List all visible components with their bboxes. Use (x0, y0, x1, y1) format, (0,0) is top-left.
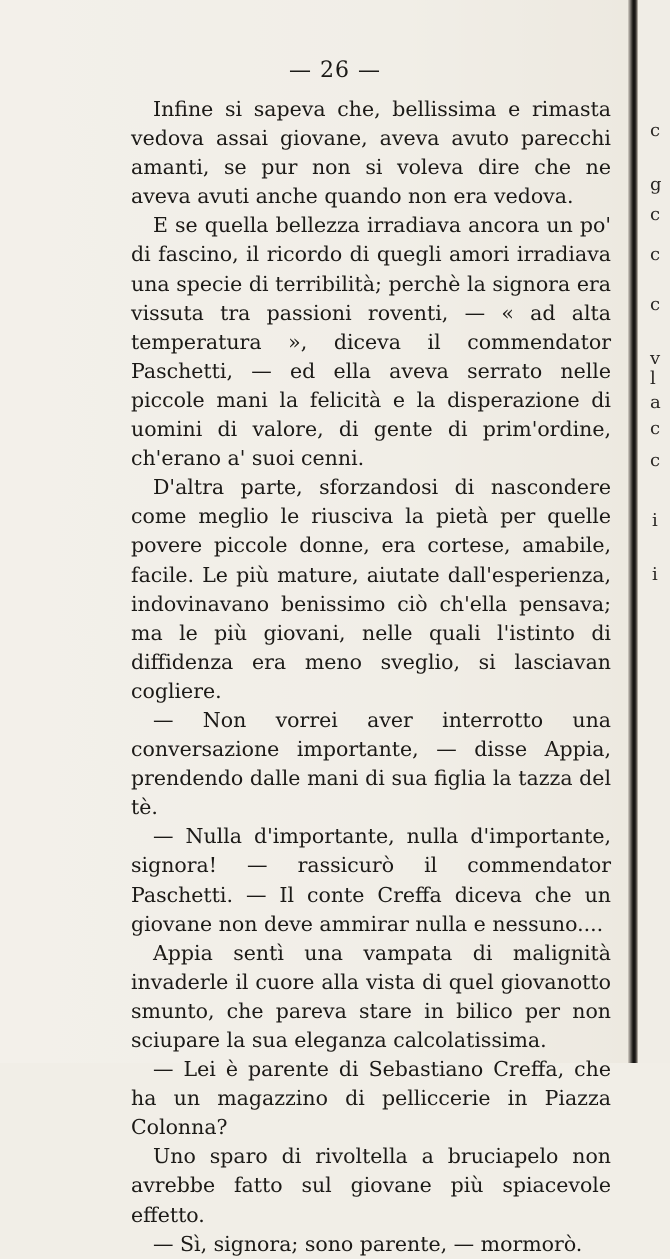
facing-page-fragment: g (650, 174, 662, 195)
paragraph-8: Uno sparo di rivoltella a bruciapelo non avrebbe fatto sul giovane più spiacevole effetto. (131, 1144, 611, 1227)
facing-page-fragment: c (650, 450, 661, 471)
paragraph-5: — Nulla d'importante, nulla d'importante, signora! — rassicurò il commendator Paschetti. — Il conte Creffa diceva che un giovane non deve ammirar nulla e nessuno.... (131, 824, 611, 936)
facing-page-fragment: l (650, 368, 656, 389)
facing-page-fragment: c (650, 418, 661, 439)
paragraph-7: — Lei è parente di Sebastiano Creffa, che ha un magazzino di pelliccerie in Piazza Colonna? (131, 1057, 611, 1140)
facing-page-fragment: i (652, 510, 658, 531)
facing-page-fragment: c (650, 294, 661, 315)
facing-page-fragment: c (650, 244, 661, 265)
paragraph-4: — Non vorrei aver interrotto una conversazione importante, — disse Appia, prendendo dalle mani di sua figlia la tazza del tè. (131, 707, 611, 820)
body-text (131, 95, 611, 1259)
paragraph-3: D'altra parte, sforzandosi di nascondere come meglio le riusciva la pietà per quelle povere piccole donne, era cortese, amabile, facile. Le più mature, aiutate dall'esperienza, indovinavano benissimo ciò ch'ella pensava; ma le più giovani, nelle quali l'istinto di diffidenza era meno sveglio, si lasciavan cogliere. (131, 475, 611, 703)
facing-page-fragment: c (650, 204, 661, 225)
facing-page-fragment: i (652, 564, 658, 585)
book-spine-shadow (628, 0, 638, 1063)
paragraph-9: — Sì, signora; sono parente, — mormorò. (153, 1231, 583, 1256)
paragraph-6: Appia sentì una vampata di malignità invaderle il cuore alla vista di quel giovanotto smunto, che pareva stare in bilico per non sciupare la sua eleganza calcolatissima. (131, 940, 611, 1052)
facing-page-fragment: a (650, 392, 661, 413)
page-number: — 26 — (289, 58, 381, 83)
facing-page-edge (638, 0, 670, 1063)
facing-page-fragment: c (650, 120, 661, 141)
facing-page-fragment: v (650, 348, 661, 369)
paragraph-2: E se quella bellezza irradiava ancora un po' di fascino, il ricordo di quegli amori irradiava una specie di terribilità; perchè la signora era vissuta tra passioni roventi, — « ad alta temperatura », diceva il commendator Paschetti, — ed ella aveva serrato nelle piccole mani la felicità e la disperazione di uomini di valore, di gente di prim'ordine, ch'erano a' suoi cenni. (131, 213, 611, 471)
paragraph-1: Infine si sapeva che, bellissima e rimasta vedova assai giovane, aveva avuto parecchi amanti, se pur non si voleva dire che ne aveva avuti anche quando non era vedova. (131, 97, 611, 209)
